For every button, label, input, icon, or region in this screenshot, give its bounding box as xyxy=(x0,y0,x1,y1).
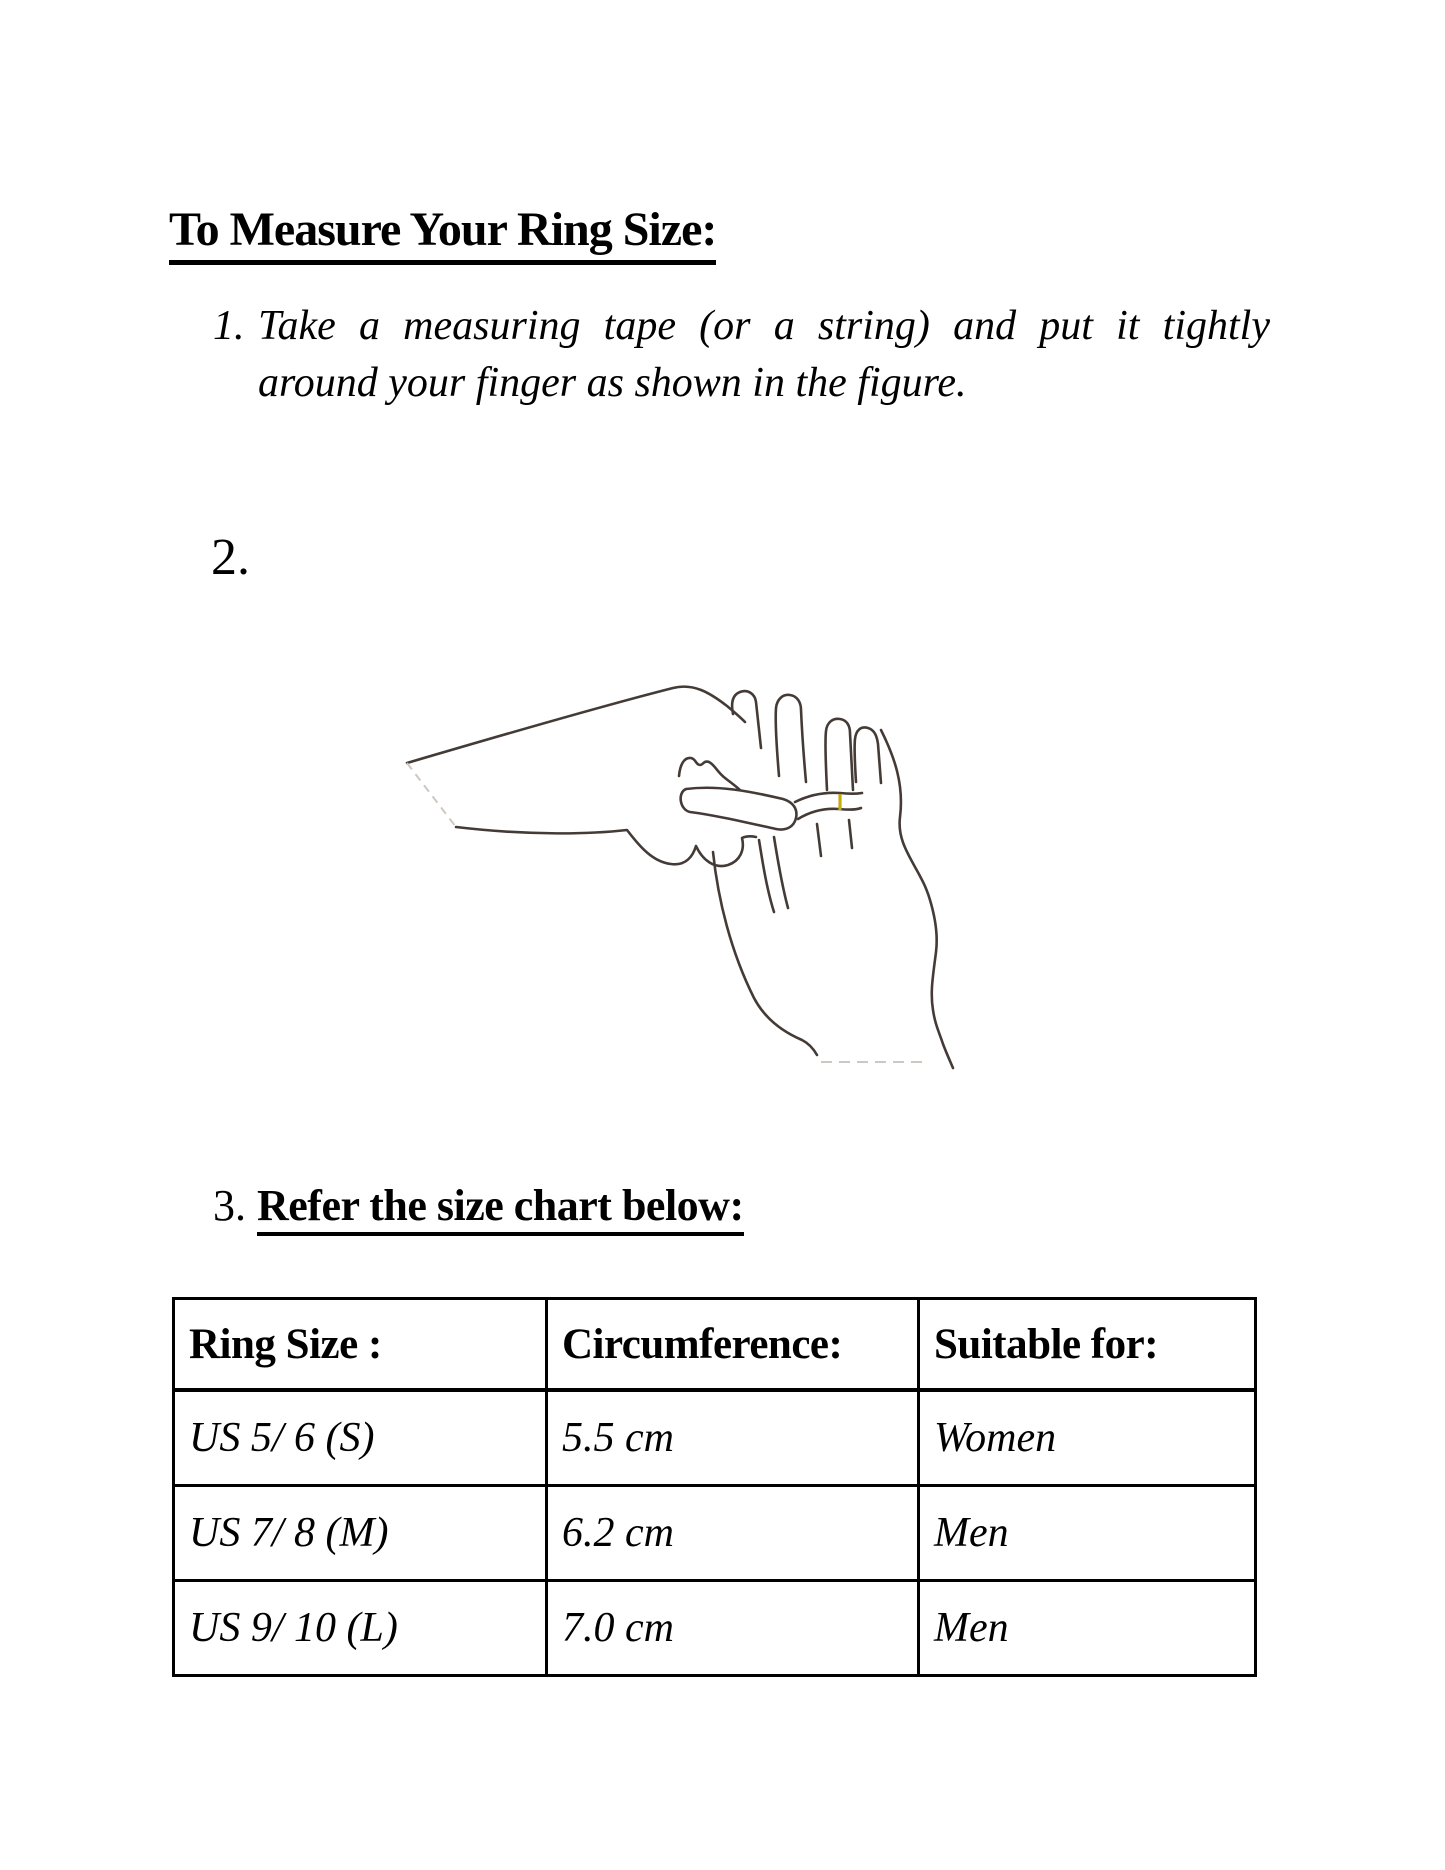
string-end-right xyxy=(774,837,788,908)
forearm-cut-dashed-edge xyxy=(407,763,456,827)
header-suitable-for: Suitable for: xyxy=(919,1299,1256,1391)
cell-ring-size: US 9/ 10 (L) xyxy=(174,1581,547,1676)
table-row xyxy=(174,1486,1256,1581)
header-ring-size: Ring Size : xyxy=(174,1299,547,1391)
finger-base-line-1 xyxy=(817,824,821,856)
cell-circumference: 6.2 cm xyxy=(547,1486,919,1581)
table-header-row xyxy=(174,1299,1256,1391)
cell-suitable-for: Men xyxy=(919,1486,1256,1581)
step-3-heading: Refer the size chart below: xyxy=(257,1181,744,1236)
measuring-string-band-bottom xyxy=(798,808,861,819)
right-wrist-inner-edge xyxy=(713,852,817,1055)
left-forearm-bottom-and-curled-fingers xyxy=(456,827,756,866)
ring-size-table xyxy=(172,1297,1257,1677)
header-circumference: Circumference: xyxy=(547,1299,919,1391)
table-row xyxy=(174,1581,1256,1676)
page-title xyxy=(169,202,716,265)
right-hand-pinky-finger xyxy=(855,727,881,783)
step-3-number: 3. xyxy=(213,1181,246,1230)
left-index-finger xyxy=(681,788,797,830)
cell-circumference: 5.5 cm xyxy=(547,1390,919,1486)
right-hand-ring-finger xyxy=(826,719,853,790)
step-2-number: 2. xyxy=(211,529,250,586)
cell-ring-size: US 5/ 6 (S) xyxy=(174,1390,547,1486)
step-2 xyxy=(211,528,250,587)
cell-suitable-for: Women xyxy=(919,1390,1256,1486)
cell-suitable-for: Men xyxy=(919,1581,1256,1676)
right-hand-index-finger xyxy=(732,691,761,748)
step-1-number: 1. xyxy=(213,303,245,349)
hands-measuring-ring-finger-drawing xyxy=(397,600,957,1070)
right-hand-middle-finger xyxy=(776,695,806,782)
measuring-string-band-top xyxy=(795,793,862,802)
step-1-line-1: Take a measuring tape (or a string) and put it tightly xyxy=(258,303,1270,349)
left-thumb-pinch xyxy=(679,758,741,791)
page-title-text: To Measure Your Ring Size: xyxy=(169,202,716,265)
table-row xyxy=(174,1390,1256,1486)
step-3 xyxy=(213,1180,744,1231)
step-1-line-2: around your finger as shown in the figure. xyxy=(258,360,967,406)
left-forearm-top-edge xyxy=(407,687,745,763)
step-1 xyxy=(213,298,1273,412)
cell-circumference: 7.0 cm xyxy=(547,1581,919,1676)
cell-ring-size: US 7/ 8 (M) xyxy=(174,1486,547,1581)
hand-measurement-illustration xyxy=(397,600,957,1070)
right-hand-outer-edge xyxy=(881,730,953,1068)
step-1-text xyxy=(258,298,1270,412)
string-end-left xyxy=(759,840,774,912)
finger-base-line-2 xyxy=(849,820,852,848)
